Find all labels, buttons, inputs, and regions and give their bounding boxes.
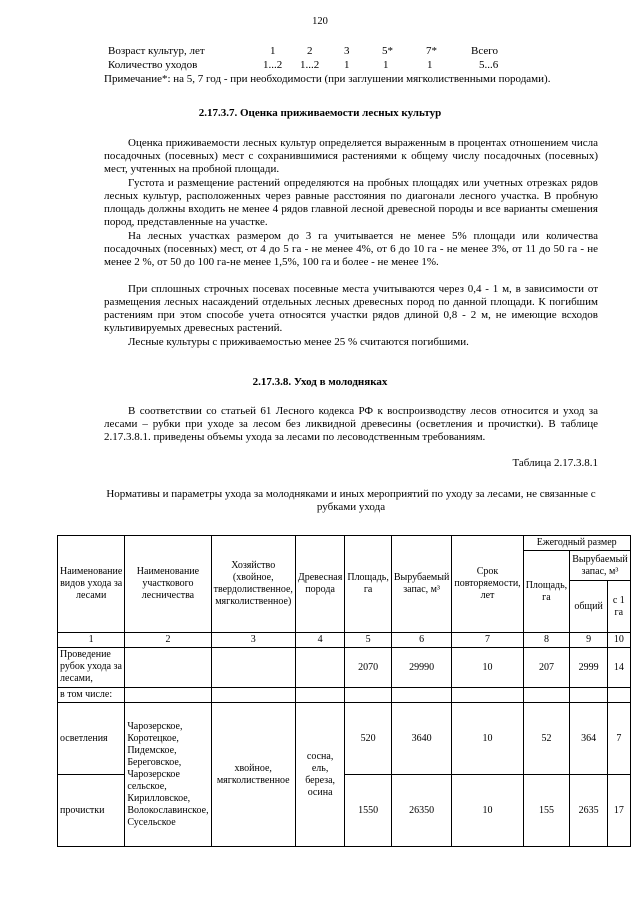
section-heading: 2.17.3.7. Оценка приживаемости лесных культур [198, 107, 442, 119]
table-cell: 2635 [570, 775, 608, 847]
table-cell: 17 [607, 775, 630, 847]
col-number: 6 [391, 633, 452, 648]
row-name: в том числе: [58, 688, 125, 703]
table-cell [295, 688, 344, 703]
care-count-value: 5...6 [479, 59, 499, 71]
table-cell: 14 [607, 648, 630, 688]
forestries-cell: Чарозерское, Коротецкое, Пидемское, Береговское, Чарозерское сельское, Кирилловское, Волокославинское, Сусельское [125, 703, 211, 847]
col-number: 7 [452, 633, 523, 648]
table-row [58, 648, 631, 688]
col-number: 4 [295, 633, 344, 648]
paragraph: Оценка приживаемости лесных культур определяется выраженным в процентах отношением числа посадочных (посевных) мест с сохранившимися растениями к общему числу посадочных (посевных) мест, учтенных на пробной площади. [104, 137, 598, 175]
header-cell: Наименование участкового лесничества [125, 536, 211, 633]
care-count-value: 1 [383, 59, 389, 71]
row-name: Проведение рубок ухода за лесами, [58, 648, 125, 688]
header-cell: Наименование видов ухода за лесами [58, 536, 125, 633]
row-name: прочистки [58, 775, 125, 847]
col-number: 2 [125, 633, 211, 648]
table-row [58, 688, 631, 703]
age-row [100, 45, 620, 58]
table-cell: 52 [523, 703, 570, 775]
table-cell [391, 688, 452, 703]
table-cell [125, 648, 211, 688]
table-label: Таблица 2.17.3.8.1 [512, 457, 598, 469]
paragraph: Лесные культуры с приживаемостью менее 25 % считаются погибшими. [128, 336, 469, 348]
table-cell: 10 [452, 775, 523, 847]
table-cell [452, 688, 523, 703]
norms-table [57, 535, 631, 847]
table-cell [211, 648, 295, 688]
care-count-value: 1...2 [263, 59, 283, 71]
header-cell: Площадь, га [345, 536, 392, 633]
table-cell: 520 [345, 703, 392, 775]
table-cell: 3640 [391, 703, 452, 775]
care-count-value: 1 [344, 59, 350, 71]
table-cell: 29990 [391, 648, 452, 688]
table-cell: 364 [570, 703, 608, 775]
paragraph: Густота и размещение растений определяются на пробных площадях или учетных отрезках рядов лесных культур, расположенных через равные расстояния по диагонали лесного участка. В пробную площадь должны входить не менее 4 рядов главной лесной древесной породы и все варианты смешения пород, представленные на участке. [104, 177, 598, 228]
age-value: 7* [426, 45, 437, 57]
care-count-row [100, 59, 620, 72]
table-cell: 10 [452, 703, 523, 775]
table-cell: 26350 [391, 775, 452, 847]
table-cell: 1550 [345, 775, 392, 847]
age-value: 2 [307, 45, 313, 57]
economy-cell: хвойное, мягколиственное [211, 703, 295, 847]
col-number: 5 [345, 633, 392, 648]
table-cell [570, 688, 608, 703]
table-cell: 155 [523, 775, 570, 847]
care-count-label: Количество уходов [108, 59, 198, 71]
header-cell: Площадь, га [523, 551, 570, 633]
table-cell [125, 688, 211, 703]
paragraph: В соответствии со статьей 61 Лесного кодекса РФ к воспроизводству лесов относится и уход за лесами – рубки при уходе за лесом без ликвидной древесины (осветления и прочистки). В таблице 2.17.3.8.1. приведены объемы ухода за лесами по лесоводственным требованиям. [104, 405, 598, 443]
header-cell: Ежегодный размер [523, 536, 630, 551]
age-value: 5* [382, 45, 393, 57]
table-cell [607, 688, 630, 703]
header-cell: общий [570, 581, 608, 633]
col-number: 3 [211, 633, 295, 648]
column-number-row [58, 633, 631, 648]
header-cell: Вырубаемый запас, м³ [391, 536, 452, 633]
table-cell [523, 688, 570, 703]
age-value: 3 [344, 45, 350, 57]
age-label: Возраст культур, лет [108, 45, 205, 57]
col-number: 1 [58, 633, 125, 648]
col-number: 10 [607, 633, 630, 648]
header-cell: Срок повторяемости, лет [452, 536, 523, 633]
age-value: Всего [471, 45, 498, 57]
note: Примечание*: на 5, 7 год - при необходимости (при заглушении мягколиственными породами). [104, 73, 551, 85]
age-value: 1 [270, 45, 276, 57]
table-cell: 2999 [570, 648, 608, 688]
header-cell: Хозяйство (хвойное, твердолиственное, мягколиственное) [211, 536, 295, 633]
table-cell [295, 648, 344, 688]
care-count-value: 1 [427, 59, 433, 71]
col-number: 9 [570, 633, 608, 648]
table-cell: 2070 [345, 648, 392, 688]
table-row [58, 703, 631, 775]
row-name: осветления [58, 703, 125, 775]
page-number: 120 [312, 16, 328, 27]
paragraph: При сплошных строчных посевах посевные места учитываются через 0,4 - 1 м, в зависимости от размещения лесных насаждений отдельных лесных древесных пород по данной площади. К погибшим растениям при этом способе учета относятся участки рядов длиной 0,8 - 2 м, не имеющие всходов культивируемых древесных растений. [104, 283, 598, 334]
section-heading: 2.17.3.8. Уход в молодняках [252, 376, 388, 388]
care-count-value: 1...2 [300, 59, 320, 71]
header-cell: Древесная порода [295, 536, 344, 633]
table-cell [345, 688, 392, 703]
col-number: 8 [523, 633, 570, 648]
species-cell: сосна, ель, береза, осина [295, 703, 344, 847]
table-cell [211, 688, 295, 703]
paragraph: На лесных участках размером до 3 га учитывается не менее 5% площади или количества посадочных (посевных) мест, от 4 до 5 га - не менее 4%, от 6 до 10 га - не менее 3%, от 11 до 50 га - не менее 2 %, от 50 до 100 га-не менее 1,5%, 100 га и более - не менее 1%. [104, 230, 598, 268]
table-cell: 10 [452, 648, 523, 688]
header-cell: с 1 га [607, 581, 630, 633]
header-cell: Вырубаемый запас, м³ [570, 551, 631, 581]
table-caption: Нормативы и параметры ухода за молодняками и иных мероприятий по уходу за лесами, не связанные с рубками ухода [106, 488, 596, 513]
table-cell: 7 [607, 703, 630, 775]
table-cell: 207 [523, 648, 570, 688]
